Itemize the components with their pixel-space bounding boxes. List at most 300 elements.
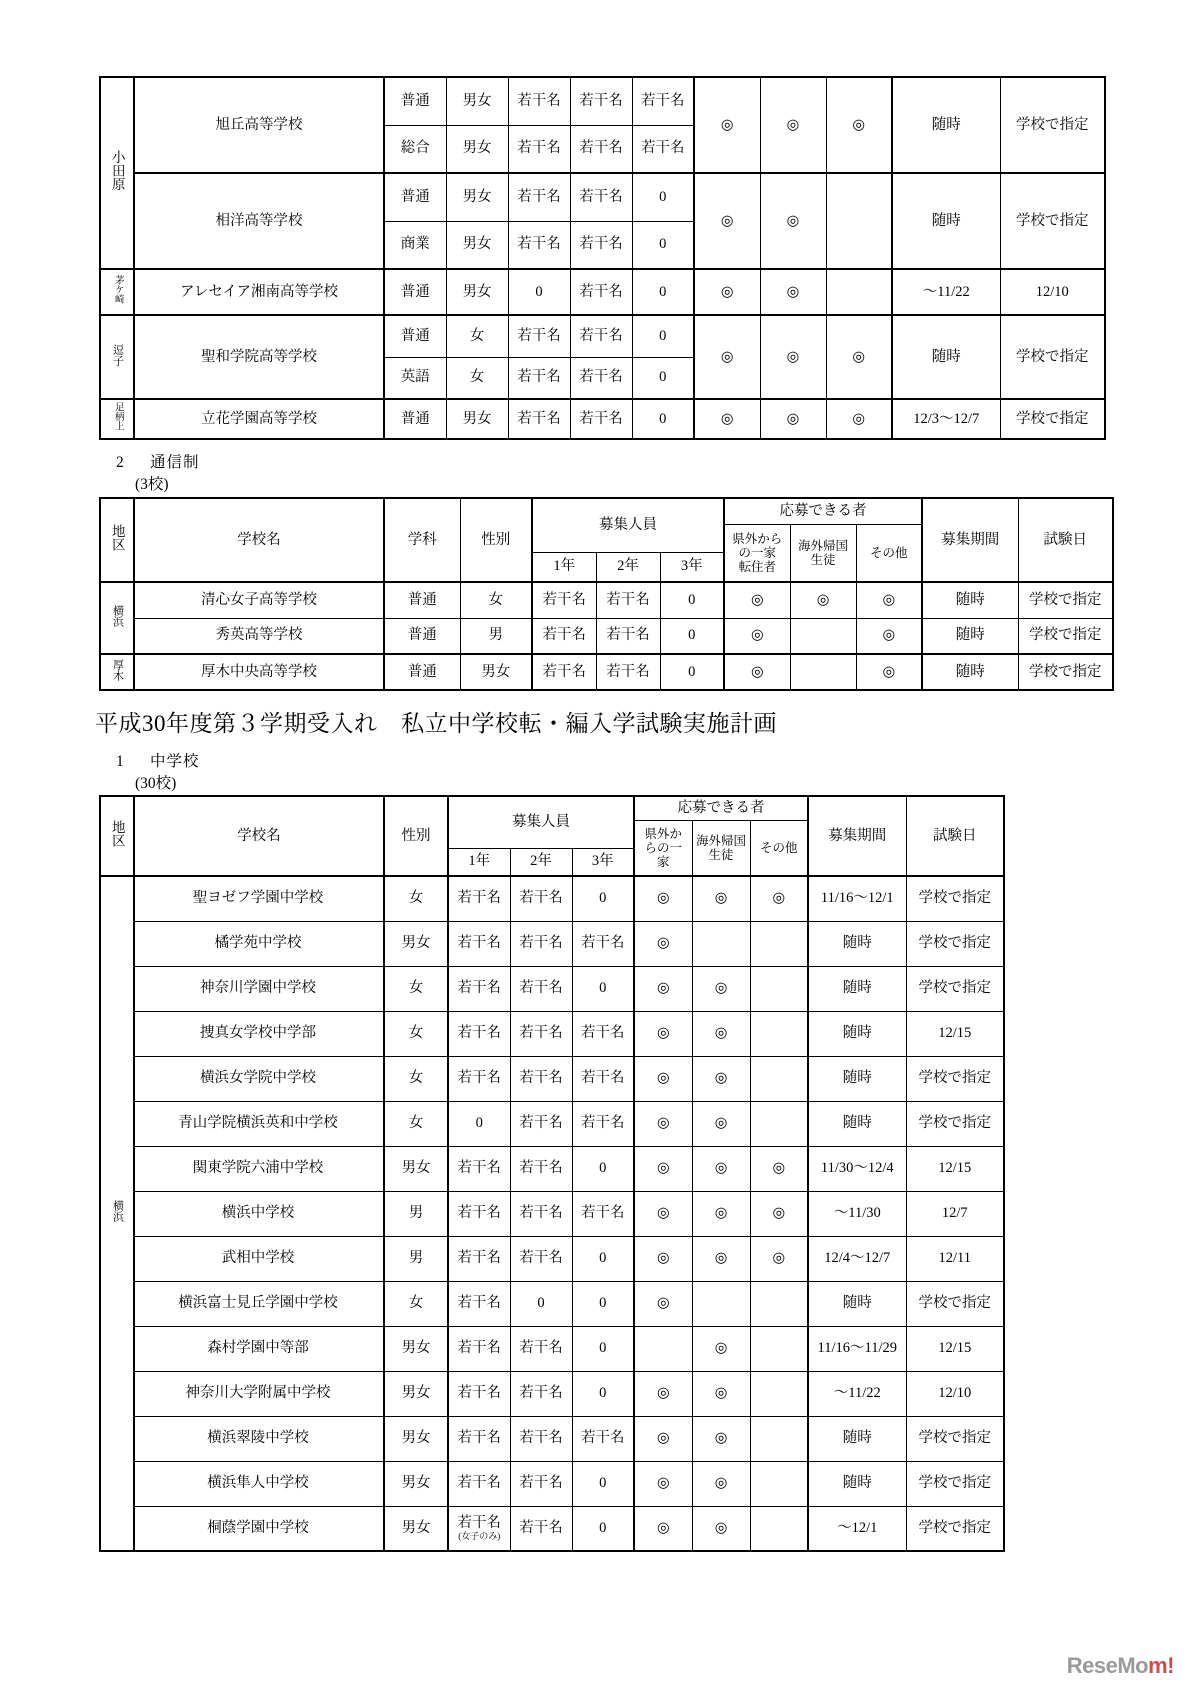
district-cell [100, 654, 134, 690]
school-name-cell: 捜真女学校中学部 [134, 1011, 384, 1056]
period-cell: 〜11/22 [808, 1371, 906, 1416]
section3-heading [116, 749, 200, 771]
capacity-year1-cell: 若干名 [448, 966, 510, 1011]
gender-cell: 男女 [384, 921, 448, 966]
eligible-other-cell: ◎ [750, 1146, 808, 1191]
exam-date-cell: 学校で指定 [906, 921, 1004, 966]
section2-number: 2 [116, 454, 125, 471]
school-name-cell: 厚木中央高等学校 [134, 654, 384, 690]
course-cell: 普通 [384, 269, 446, 315]
table-row [100, 1371, 1004, 1416]
period-cell: 随時 [808, 1281, 906, 1326]
header-year3: 3年 [660, 552, 724, 582]
capacity-year2-cell: 若干名 [570, 221, 632, 269]
eligible-returnee-cell [790, 654, 856, 690]
school-name-cell: 聖和学院高等学校 [134, 315, 384, 399]
period-cell: 随時 [808, 966, 906, 1011]
table-row [100, 315, 1105, 357]
gender-cell: 女 [384, 876, 448, 921]
header-eligible-other: その他 [856, 524, 922, 582]
capacity-year1-cell: 0 [508, 269, 570, 315]
course-cell: 普通 [384, 173, 446, 221]
table-row [100, 921, 1004, 966]
exam-date-cell: 学校で指定 [1000, 77, 1105, 173]
eligible-returnee-cell: ◎ [692, 1191, 750, 1236]
gender-cell: 女 [384, 1101, 448, 1146]
capacity-year1-cell: 若干名 [508, 357, 570, 399]
period-cell: 11/16〜11/29 [808, 1326, 906, 1371]
eligible-other-cell: ◎ [750, 1236, 808, 1281]
table-row [100, 173, 1105, 221]
period-cell: 随時 [922, 582, 1018, 618]
course-cell: 商業 [384, 221, 446, 269]
school-name-cell: 秀英高等学校 [134, 618, 384, 654]
exam-date-cell: 学校で指定 [906, 1416, 1004, 1461]
capacity-year3-cell: 0 [632, 315, 694, 357]
eligible-other-cell [750, 966, 808, 1011]
eligible-other-cell [826, 269, 892, 315]
school-name-cell: 横浜女学院中学校 [134, 1056, 384, 1101]
eligible-other-cell: ◎ [856, 618, 922, 654]
highschool-table-container [99, 76, 1106, 440]
capacity-year3-cell: 0 [572, 1506, 634, 1551]
capacity-year2-cell: 若干名 [570, 173, 632, 221]
header-school: 学校名 [134, 498, 384, 582]
school-name-cell: 武相中学校 [134, 1236, 384, 1281]
header-district [100, 498, 134, 582]
capacity-year1-cell: 若干名 [508, 399, 570, 439]
header-year3: 3年 [572, 848, 634, 876]
capacity-year2-cell: 若干名 [510, 966, 572, 1011]
capacity-year2-cell: 若干名 [570, 125, 632, 173]
gender-cell: 男女 [384, 1416, 448, 1461]
header-year1: 1年 [448, 848, 510, 876]
exam-date-cell: 学校で指定 [906, 876, 1004, 921]
eligible-transfer-cell: ◎ [694, 269, 760, 315]
capacity-year1-cell: 若干名 [508, 173, 570, 221]
eligible-returnee-cell: ◎ [760, 315, 826, 399]
exam-date-cell: 学校で指定 [1000, 173, 1105, 269]
capacity-year2-cell: 若干名 [510, 1236, 572, 1281]
capacity-year2-cell: 若干名 [570, 399, 632, 439]
eligible-other-cell [750, 1371, 808, 1416]
eligible-transfer-cell: ◎ [634, 1056, 692, 1101]
eligible-transfer-cell: ◎ [634, 921, 692, 966]
eligible-returnee-cell: ◎ [692, 1146, 750, 1191]
capacity-year3-cell: 若干名 [572, 1011, 634, 1056]
header-year2: 2年 [510, 848, 572, 876]
capacity-year3-cell: 若干名 [572, 1416, 634, 1461]
section3-number: 1 [116, 753, 125, 770]
eligible-returnee-cell: ◎ [692, 1416, 750, 1461]
table-row [100, 654, 1113, 690]
capacity-year2-cell: 若干名 [596, 582, 660, 618]
header-period: 募集期間 [808, 796, 906, 876]
header-district-label: 地区 [109, 820, 125, 848]
eligible-returnee-cell [790, 618, 856, 654]
capacity-year3-cell: 0 [572, 1371, 634, 1416]
capacity-year3-cell: 若干名 [572, 1056, 634, 1101]
eligible-returnee-cell: ◎ [760, 269, 826, 315]
capacity-year2-cell: 若干名 [510, 1101, 572, 1146]
eligible-other-cell [750, 1101, 808, 1146]
capacity-year2-cell: 若干名 [510, 1371, 572, 1416]
district-cell [100, 315, 134, 399]
capacity-year3-cell: 若干名 [572, 1191, 634, 1236]
table-row [100, 618, 1113, 654]
period-cell: 11/30〜12/4 [808, 1146, 906, 1191]
capacity-year1-cell: 若干名 [532, 618, 596, 654]
capacity-year2-cell: 若干名 [510, 1146, 572, 1191]
capacity-year1-cell: 若干名 [508, 221, 570, 269]
capacity-year3-cell: 0 [572, 1281, 634, 1326]
gender-cell: 男女 [446, 173, 508, 221]
header-eligible-transfer: 県外から の一家 転住者 [724, 524, 790, 582]
capacity-year1-cell: 若干名 [448, 1011, 510, 1056]
capacity-year1-cell: 若干名 [448, 1281, 510, 1326]
gender-cell: 女 [384, 1056, 448, 1101]
course-cell: 普通 [384, 77, 446, 125]
table-row [100, 77, 1105, 125]
eligible-other-cell [750, 921, 808, 966]
gender-cell: 男 [384, 1191, 448, 1236]
capacity-year3-cell: 0 [632, 173, 694, 221]
period-cell: 随時 [892, 173, 1000, 269]
header-gender: 性別 [384, 796, 448, 876]
district-cell [100, 399, 134, 439]
exam-date-cell: 12/11 [906, 1236, 1004, 1281]
school-name-cell: 清心女子高等学校 [134, 582, 384, 618]
header-exam: 試験日 [906, 796, 1004, 876]
period-cell: 随時 [922, 618, 1018, 654]
table-row [100, 1461, 1004, 1506]
eligible-returnee-cell: ◎ [692, 1056, 750, 1101]
header-capacity-group: 募集人員 [532, 498, 724, 552]
capacity-year3-cell: 0 [572, 1236, 634, 1281]
header-course: 学科 [384, 498, 460, 582]
capacity-year1-note: (女子のみ) [458, 1530, 501, 1541]
period-cell: 随時 [808, 1461, 906, 1506]
capacity-year3-cell: 0 [632, 221, 694, 269]
gender-cell: 男女 [446, 221, 508, 269]
eligible-returnee-cell: ◎ [692, 1461, 750, 1506]
table-row [100, 1191, 1004, 1236]
eligible-transfer-cell: ◎ [634, 1101, 692, 1146]
capacity-year2-cell: 若干名 [510, 1506, 572, 1551]
exam-date-cell: 学校で指定 [906, 1281, 1004, 1326]
period-cell: 11/16〜12/1 [808, 876, 906, 921]
table-row [100, 1236, 1004, 1281]
capacity-year1-cell: 若干名 [448, 1056, 510, 1101]
capacity-year3-cell: 0 [660, 582, 724, 618]
eligible-transfer-cell: ◎ [694, 77, 760, 173]
section2-label: 通信制 [150, 454, 200, 471]
header-eligible-returnee: 海外帰国 生徒 [692, 820, 750, 876]
gender-cell: 女 [384, 966, 448, 1011]
header-year1: 1年 [532, 552, 596, 582]
eligible-transfer-cell: ◎ [634, 966, 692, 1011]
juniorhigh-table-container [99, 795, 1005, 1552]
capacity-year3-cell: 0 [660, 618, 724, 654]
capacity-year1-cell: 若干名 [448, 1461, 510, 1506]
eligible-transfer-cell: ◎ [724, 618, 790, 654]
school-name-cell: 立花学園高等学校 [134, 399, 384, 439]
eligible-other-cell: ◎ [750, 876, 808, 921]
header-period: 募集期間 [922, 498, 1018, 582]
capacity-year3-cell: 0 [572, 966, 634, 1011]
capacity-year2-cell: 若干名 [510, 921, 572, 966]
capacity-year2-cell: 若干名 [510, 1416, 572, 1461]
school-name-cell: 相洋高等学校 [134, 173, 384, 269]
correspondence-table-container [99, 497, 1114, 691]
table-row [100, 1326, 1004, 1371]
logo-accent: m [1148, 1653, 1168, 1678]
period-cell: 随時 [892, 77, 1000, 173]
period-cell: 〜11/30 [808, 1191, 906, 1236]
exam-date-cell: 12/15 [906, 1146, 1004, 1191]
eligible-transfer-cell: ◎ [694, 173, 760, 269]
capacity-year3-cell: 0 [572, 1146, 634, 1191]
district-label: 厚木 [111, 658, 124, 681]
exam-date-cell: 学校で指定 [1000, 315, 1105, 399]
school-name-cell: アレセイア湘南高等学校 [134, 269, 384, 315]
period-cell: 12/4〜12/7 [808, 1236, 906, 1281]
table-row [100, 1146, 1004, 1191]
eligible-returnee-cell: ◎ [760, 173, 826, 269]
section3-count: (30校) [135, 775, 177, 792]
school-name-cell: 橘学苑中学校 [134, 921, 384, 966]
period-cell: 〜11/22 [892, 269, 1000, 315]
capacity-year1-cell: 若干名 [532, 654, 596, 690]
course-cell: 普通 [384, 654, 460, 690]
eligible-other-cell: ◎ [750, 1191, 808, 1236]
eligible-other-cell [750, 1011, 808, 1056]
exam-date-cell: 学校で指定 [906, 966, 1004, 1011]
gender-cell: 男女 [384, 1146, 448, 1191]
table-row [100, 1101, 1004, 1146]
capacity-year2-cell: 若干名 [570, 269, 632, 315]
section2-heading [116, 450, 200, 472]
district-label: 足柄上 [112, 402, 123, 431]
table-row [100, 1506, 1004, 1551]
capacity-year2-cell: 若干名 [510, 876, 572, 921]
eligible-returnee-cell [692, 921, 750, 966]
capacity-year3-cell: 0 [572, 876, 634, 921]
eligible-transfer-cell: ◎ [634, 1011, 692, 1056]
capacity-year1-cell: 若干名 [532, 582, 596, 618]
exam-date-cell: 学校で指定 [906, 1056, 1004, 1101]
eligible-returnee-cell: ◎ [692, 876, 750, 921]
capacity-year1-cell: 若干名 (女子のみ) [448, 1506, 510, 1551]
gender-cell: 女 [384, 1281, 448, 1326]
gender-cell: 女 [446, 357, 508, 399]
eligible-other-cell [750, 1416, 808, 1461]
school-name-cell: 横浜隼人中学校 [134, 1461, 384, 1506]
exam-date-cell: 12/7 [906, 1191, 1004, 1236]
district-cell [100, 269, 134, 315]
school-name-cell: 横浜富士見丘学園中学校 [134, 1281, 384, 1326]
header-eligible-returnee: 海外帰国 生徒 [790, 524, 856, 582]
eligible-transfer-cell: ◎ [634, 1281, 692, 1326]
table-row [100, 876, 1004, 921]
table-row [100, 1416, 1004, 1461]
capacity-year1-cell: 0 [448, 1101, 510, 1146]
capacity-year3-cell: 若干名 [572, 1101, 634, 1146]
district-label: 茅ケ崎 [112, 275, 123, 304]
capacity-year2-cell: 若干名 [510, 1056, 572, 1101]
school-name-cell: 横浜中学校 [134, 1191, 384, 1236]
eligible-transfer-cell: ◎ [634, 1506, 692, 1551]
eligible-transfer-cell: ◎ [724, 654, 790, 690]
header-district-label: 地区 [109, 524, 125, 552]
district-cell [100, 876, 134, 1551]
capacity-year1-cell: 若干名 [448, 876, 510, 921]
capacity-year3-cell: 0 [632, 269, 694, 315]
header-eligible-other: その他 [750, 820, 808, 876]
capacity-year1-cell: 若干名 [448, 1416, 510, 1461]
course-cell: 普通 [384, 399, 446, 439]
header-capacity-group: 募集人員 [448, 796, 634, 848]
exam-date-cell: 12/10 [1000, 269, 1105, 315]
eligible-other-cell [750, 1461, 808, 1506]
eligible-transfer-cell: ◎ [634, 1191, 692, 1236]
gender-cell: 男女 [460, 654, 532, 690]
exam-date-cell: 学校で指定 [906, 1506, 1004, 1551]
gender-cell: 女 [446, 315, 508, 357]
eligible-other-cell: ◎ [856, 582, 922, 618]
exam-date-cell: 学校で指定 [906, 1101, 1004, 1146]
gender-cell: 男女 [446, 399, 508, 439]
eligible-transfer-cell: ◎ [694, 399, 760, 439]
section3-label: 中学校 [150, 753, 200, 770]
correspondence-table [99, 497, 1114, 691]
table-header-row-top [100, 796, 1004, 820]
header-eligible-group: 応募できる者 [724, 498, 922, 524]
table-row [100, 1281, 1004, 1326]
eligible-transfer-cell: ◎ [634, 1461, 692, 1506]
capacity-year3-cell: 若干名 [632, 77, 694, 125]
header-eligible-group: 応募できる者 [634, 796, 808, 820]
resemom-logo [1067, 1653, 1174, 1679]
header-exam: 試験日 [1018, 498, 1113, 582]
capacity-year3-cell: 若干名 [572, 921, 634, 966]
period-cell: 随時 [922, 654, 1018, 690]
capacity-year1-cell: 若干名 [448, 1191, 510, 1236]
gender-cell: 男女 [384, 1326, 448, 1371]
course-cell: 英語 [384, 357, 446, 399]
eligible-returnee-cell: ◎ [760, 77, 826, 173]
district-label: 逗子 [111, 343, 124, 366]
gender-cell: 男女 [446, 77, 508, 125]
table-row [100, 582, 1113, 618]
eligible-transfer-cell [634, 1326, 692, 1371]
table-row [100, 1011, 1004, 1056]
capacity-year2-cell: 若干名 [570, 315, 632, 357]
header-eligible-transfer: 県外か らの一 家 [634, 820, 692, 876]
capacity-year2-cell: 若干名 [570, 77, 632, 125]
logo-text: ReseMo [1066, 1653, 1149, 1678]
district-label: 横浜 [111, 604, 124, 627]
gender-cell: 女 [460, 582, 532, 618]
header-district [100, 796, 134, 876]
capacity-year2-cell: 若干名 [510, 1191, 572, 1236]
school-name-cell: 神奈川大学附属中学校 [134, 1371, 384, 1416]
page-title: 平成30年度第３学期受入れ 私立中学校転・編入学試験実施計画 [95, 711, 777, 736]
period-cell: 随時 [808, 921, 906, 966]
capacity-year2-cell: 若干名 [510, 1461, 572, 1506]
header-year2: 2年 [596, 552, 660, 582]
eligible-transfer-cell: ◎ [634, 1236, 692, 1281]
eligible-returnee-cell: ◎ [760, 399, 826, 439]
course-cell: 普通 [384, 315, 446, 357]
capacity-year3-cell: 若干名 [632, 125, 694, 173]
capacity-year3-cell: 0 [660, 654, 724, 690]
district-cell [100, 77, 134, 269]
eligible-returnee-cell: ◎ [692, 1101, 750, 1146]
eligible-transfer-cell: ◎ [694, 315, 760, 399]
eligible-returnee-cell: ◎ [692, 1371, 750, 1416]
capacity-year2-cell: 0 [510, 1281, 572, 1326]
eligible-returnee-cell [692, 1281, 750, 1326]
juniorhigh-table [99, 795, 1005, 1552]
gender-cell: 男女 [446, 269, 508, 315]
exam-date-cell: 学校で指定 [1018, 618, 1113, 654]
capacity-year2-cell: 若干名 [510, 1326, 572, 1371]
section2-count: (3校) [135, 476, 169, 493]
capacity-year3-cell: 0 [572, 1326, 634, 1371]
course-cell: 普通 [384, 582, 460, 618]
gender-cell: 男 [460, 618, 532, 654]
capacity-year2-cell: 若干名 [596, 618, 660, 654]
exam-date-cell: 12/15 [906, 1011, 1004, 1056]
capacity-year1-cell: 若干名 [448, 921, 510, 966]
gender-cell: 男女 [384, 1461, 448, 1506]
capacity-year3-cell: 0 [572, 1461, 634, 1506]
eligible-other-cell: ◎ [826, 77, 892, 173]
header-gender: 性別 [460, 498, 532, 582]
eligible-transfer-cell: ◎ [634, 1416, 692, 1461]
school-name-cell: 横浜翠陵中学校 [134, 1416, 384, 1461]
eligible-transfer-cell: ◎ [634, 1371, 692, 1416]
exam-date-cell: 学校で指定 [1018, 654, 1113, 690]
eligible-returnee-cell: ◎ [692, 1236, 750, 1281]
exam-date-cell: 12/10 [906, 1371, 1004, 1416]
table-row [100, 966, 1004, 1011]
capacity-year1-cell: 若干名 [448, 1146, 510, 1191]
capacity-year1-cell: 若干名 [448, 1236, 510, 1281]
capacity-year2-cell: 若干名 [570, 357, 632, 399]
gender-cell: 男女 [384, 1506, 448, 1551]
district-label: 小田原 [109, 150, 125, 191]
capacity-year1-cell: 若干名 [508, 315, 570, 357]
eligible-other-cell [750, 1281, 808, 1326]
eligible-returnee-cell: ◎ [790, 582, 856, 618]
period-cell: 随時 [892, 315, 1000, 399]
capacity-year2-cell: 若干名 [510, 1011, 572, 1056]
eligible-transfer-cell: ◎ [634, 1146, 692, 1191]
eligible-transfer-cell: ◎ [634, 876, 692, 921]
school-name-cell: 森村学園中等部 [134, 1326, 384, 1371]
gender-cell: 男女 [446, 125, 508, 173]
course-cell: 普通 [384, 618, 460, 654]
eligible-transfer-cell: ◎ [724, 582, 790, 618]
district-label: 横浜 [111, 1200, 124, 1223]
school-name-cell: 関東学院六浦中学校 [134, 1146, 384, 1191]
eligible-other-cell [750, 1326, 808, 1371]
period-cell: 随時 [808, 1101, 906, 1146]
eligible-other-cell: ◎ [826, 315, 892, 399]
capacity-year3-cell: 0 [632, 357, 694, 399]
